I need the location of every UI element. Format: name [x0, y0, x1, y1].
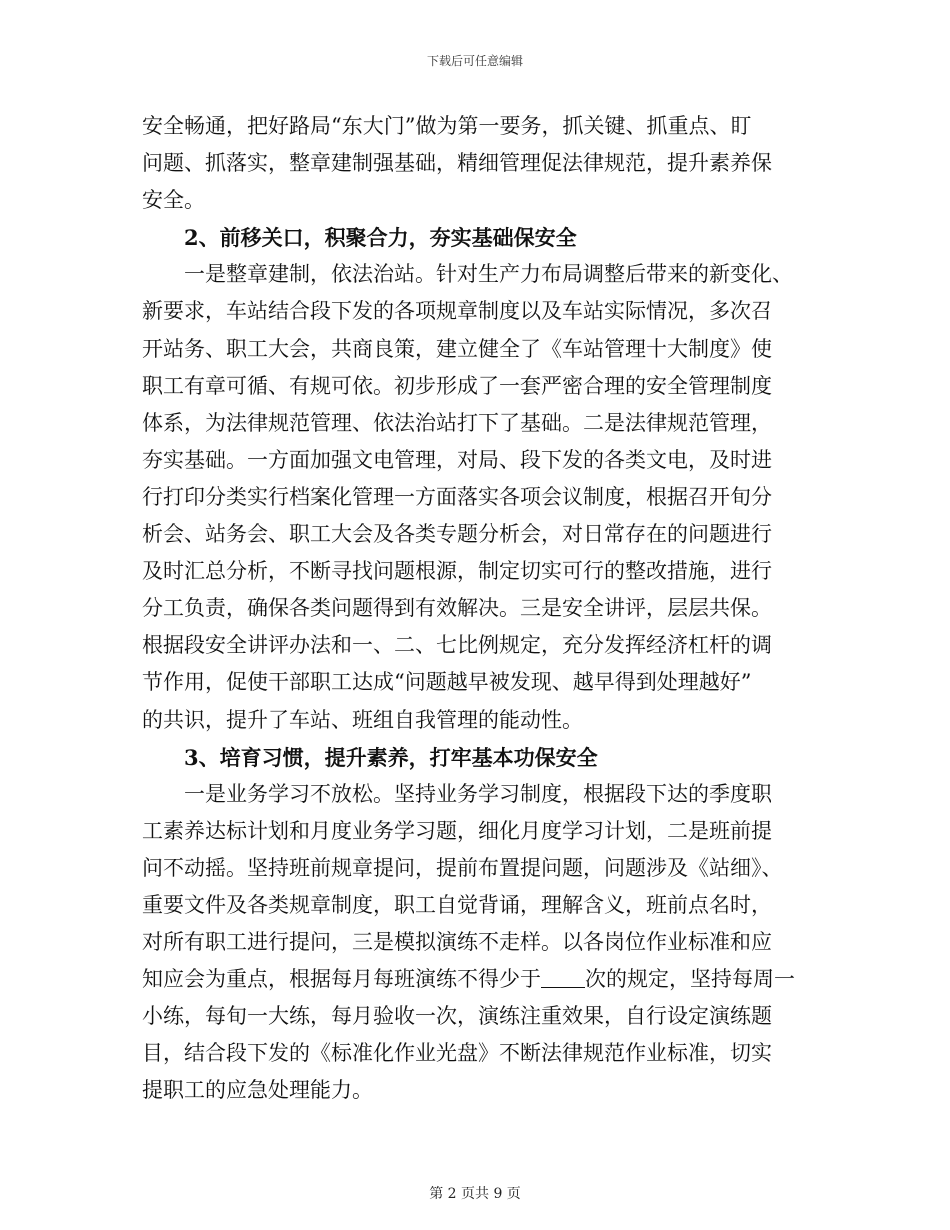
text-line: 新要求，车站结合段下发的各项规章制度以及车站实际情况，多次召 — [142, 299, 772, 324]
text-line: 安全。 — [142, 188, 205, 213]
page-header: 下载后可任意编辑 — [426, 54, 523, 68]
text-line: 职工有章可循、有规可依。初步形成了一套严密合理的安全管理制度 — [142, 373, 772, 398]
text-line: 分工负责，确保各类问题得到有效解决。三是安全讲评，层层共保。 — [142, 596, 772, 621]
text-line: 问题、抓落实，整章建制强基础，精细管理促法律规范，提升素养保 — [142, 151, 772, 176]
section-heading: 3、培育习惯，提升素养，打牢基本功保安全 — [184, 744, 598, 770]
text-line: 目，结合段下发的《标准化作业光盘》不断法律规范作业标准，切实 — [142, 1041, 772, 1066]
text-line: 析会、站务会、职工大会及各类专题分析会，对日常存在的问题进行 — [142, 522, 772, 547]
text-line: 提职工的应急处理能力。 — [142, 1078, 373, 1103]
text-line-with-blank — [142, 961, 812, 998]
page-footer: 第 2 页共 9 页 — [429, 1186, 521, 1202]
paragraph-start-line: 一是整章建制，依法治站。针对生产力布局调整后带来的新变化、 — [184, 262, 793, 287]
text-segment: 知应会为重点，根据每月每班演练不得少于 — [142, 967, 541, 992]
text-line: 夯实基础。一方面加强文电管理，对局、段下发的各类文电，及时进 — [142, 447, 772, 472]
text-line: 体系，为法律规范管理、依法治站打下了基础。二是法律规范管理， — [142, 410, 772, 435]
text-segment: 次的规定，坚持每周一 — [585, 967, 795, 992]
text-line: 开站务、职工大会，共商良策，建立健全了《车站管理十大制度》使 — [142, 336, 772, 361]
paragraph-start-line: 一是业务学习不放松。坚持业务学习制度，根据段下达的季度职 — [184, 781, 772, 806]
text-line: 重要文件及各类规章制度，职工自觉背诵，理解含义，班前点名时， — [142, 892, 772, 917]
document-body — [142, 108, 812, 1110]
text-line: 根据段安全讲评办法和一、二、七比例规定，充分发挥经济杠杆的调 — [142, 633, 772, 658]
text-line: 及时汇总分析，不断寻找问题根源，制定切实可行的整改措施，进行 — [142, 559, 772, 584]
text-line: 的共识，提升了车站、班组自我管理的能动性。 — [142, 707, 583, 732]
text-line: 安全畅通，把好路局“东大门”做为第一要务，抓关键、抓重点、盯 — [142, 114, 752, 138]
text-line: 问不动摇。坚持班前规章提问，提前布置提问题，问题涉及《站细》、 — [142, 855, 783, 880]
fill-in-blank — [541, 967, 585, 988]
text-line: 工素养达标计划和月度业务学习题，细化月度学习计划，二是班前提 — [142, 818, 772, 843]
text-line: 节作用，促使干部职工达成“问题越早被发现、越早得到处理越好” — [142, 670, 752, 695]
section-heading: 2、前移关口，积聚合力，夯实基础保安全 — [184, 225, 577, 251]
text-line: 行打印分类实行档案化管理一方面落实各项会议制度，根据召开旬分 — [142, 484, 772, 509]
text-line: 对所有职工进行提问，三是模拟演练不走样。以各岗位作业标准和应 — [142, 930, 772, 955]
text-line: 小练，每旬一大练，每月验收一次，演练注重效果，自行设定演练题 — [142, 1004, 772, 1029]
